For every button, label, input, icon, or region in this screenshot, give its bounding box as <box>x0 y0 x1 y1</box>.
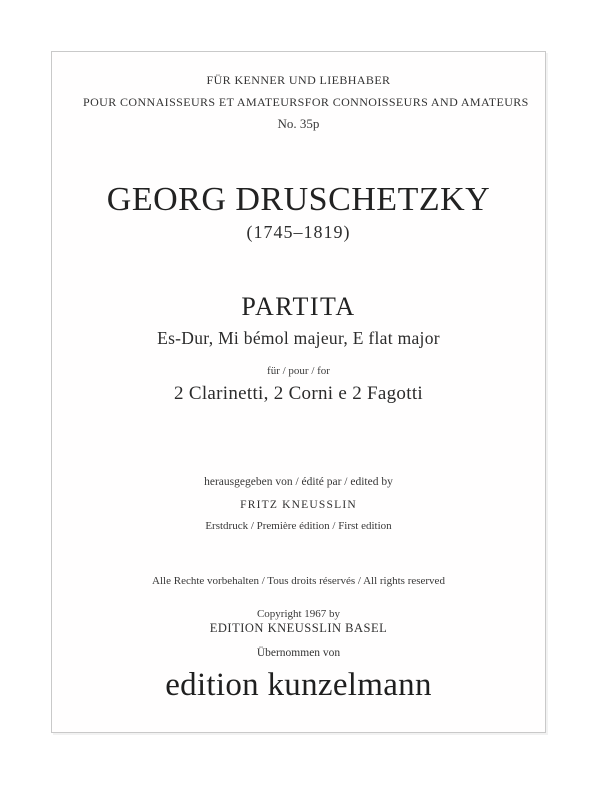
series-motto-french: POUR CONNAISSEURS ET AMATEURS <box>83 95 305 109</box>
composer-dates: (1745–1819) <box>246 222 351 242</box>
transfer-note: Übernommen von <box>256 647 341 659</box>
copyright-publisher-line: EDITION KNEUSSLIN BASEL <box>209 621 388 635</box>
series-motto-english: FOR CONNOISSEURS AND AMATEURS <box>304 95 529 109</box>
score-title-page <box>51 51 546 733</box>
series-motto-row <box>52 95 545 110</box>
editor-name: FRITZ KNEUSSLIN <box>240 499 357 511</box>
rights-reserved-line: Alle Rechte vorbehalten / Tous droits réservés / All rights reserved <box>152 575 445 587</box>
publisher-logo: edition kunzelmann <box>165 667 432 703</box>
catalog-number: No. 35p <box>277 116 320 131</box>
work-title: PARTITA <box>241 292 356 321</box>
series-motto-german: FÜR KENNER UND LIEBHABER <box>206 73 391 87</box>
edited-by-label: herausgegeben von / édité par / edited by <box>204 476 393 488</box>
edition-note: Erstdruck / Première édition / First edition <box>205 520 392 532</box>
instrumentation: 2 Clarinetti, 2 Corni e 2 Fagotti <box>174 383 423 404</box>
work-key: Es-Dur, Mi bémol majeur, E flat major <box>157 328 440 348</box>
composer-name: GEORG DRUSCHETZKY <box>106 181 491 218</box>
for-label: für / pour / for <box>267 365 330 377</box>
copyright-year-line: Copyright 1967 by <box>256 608 341 620</box>
